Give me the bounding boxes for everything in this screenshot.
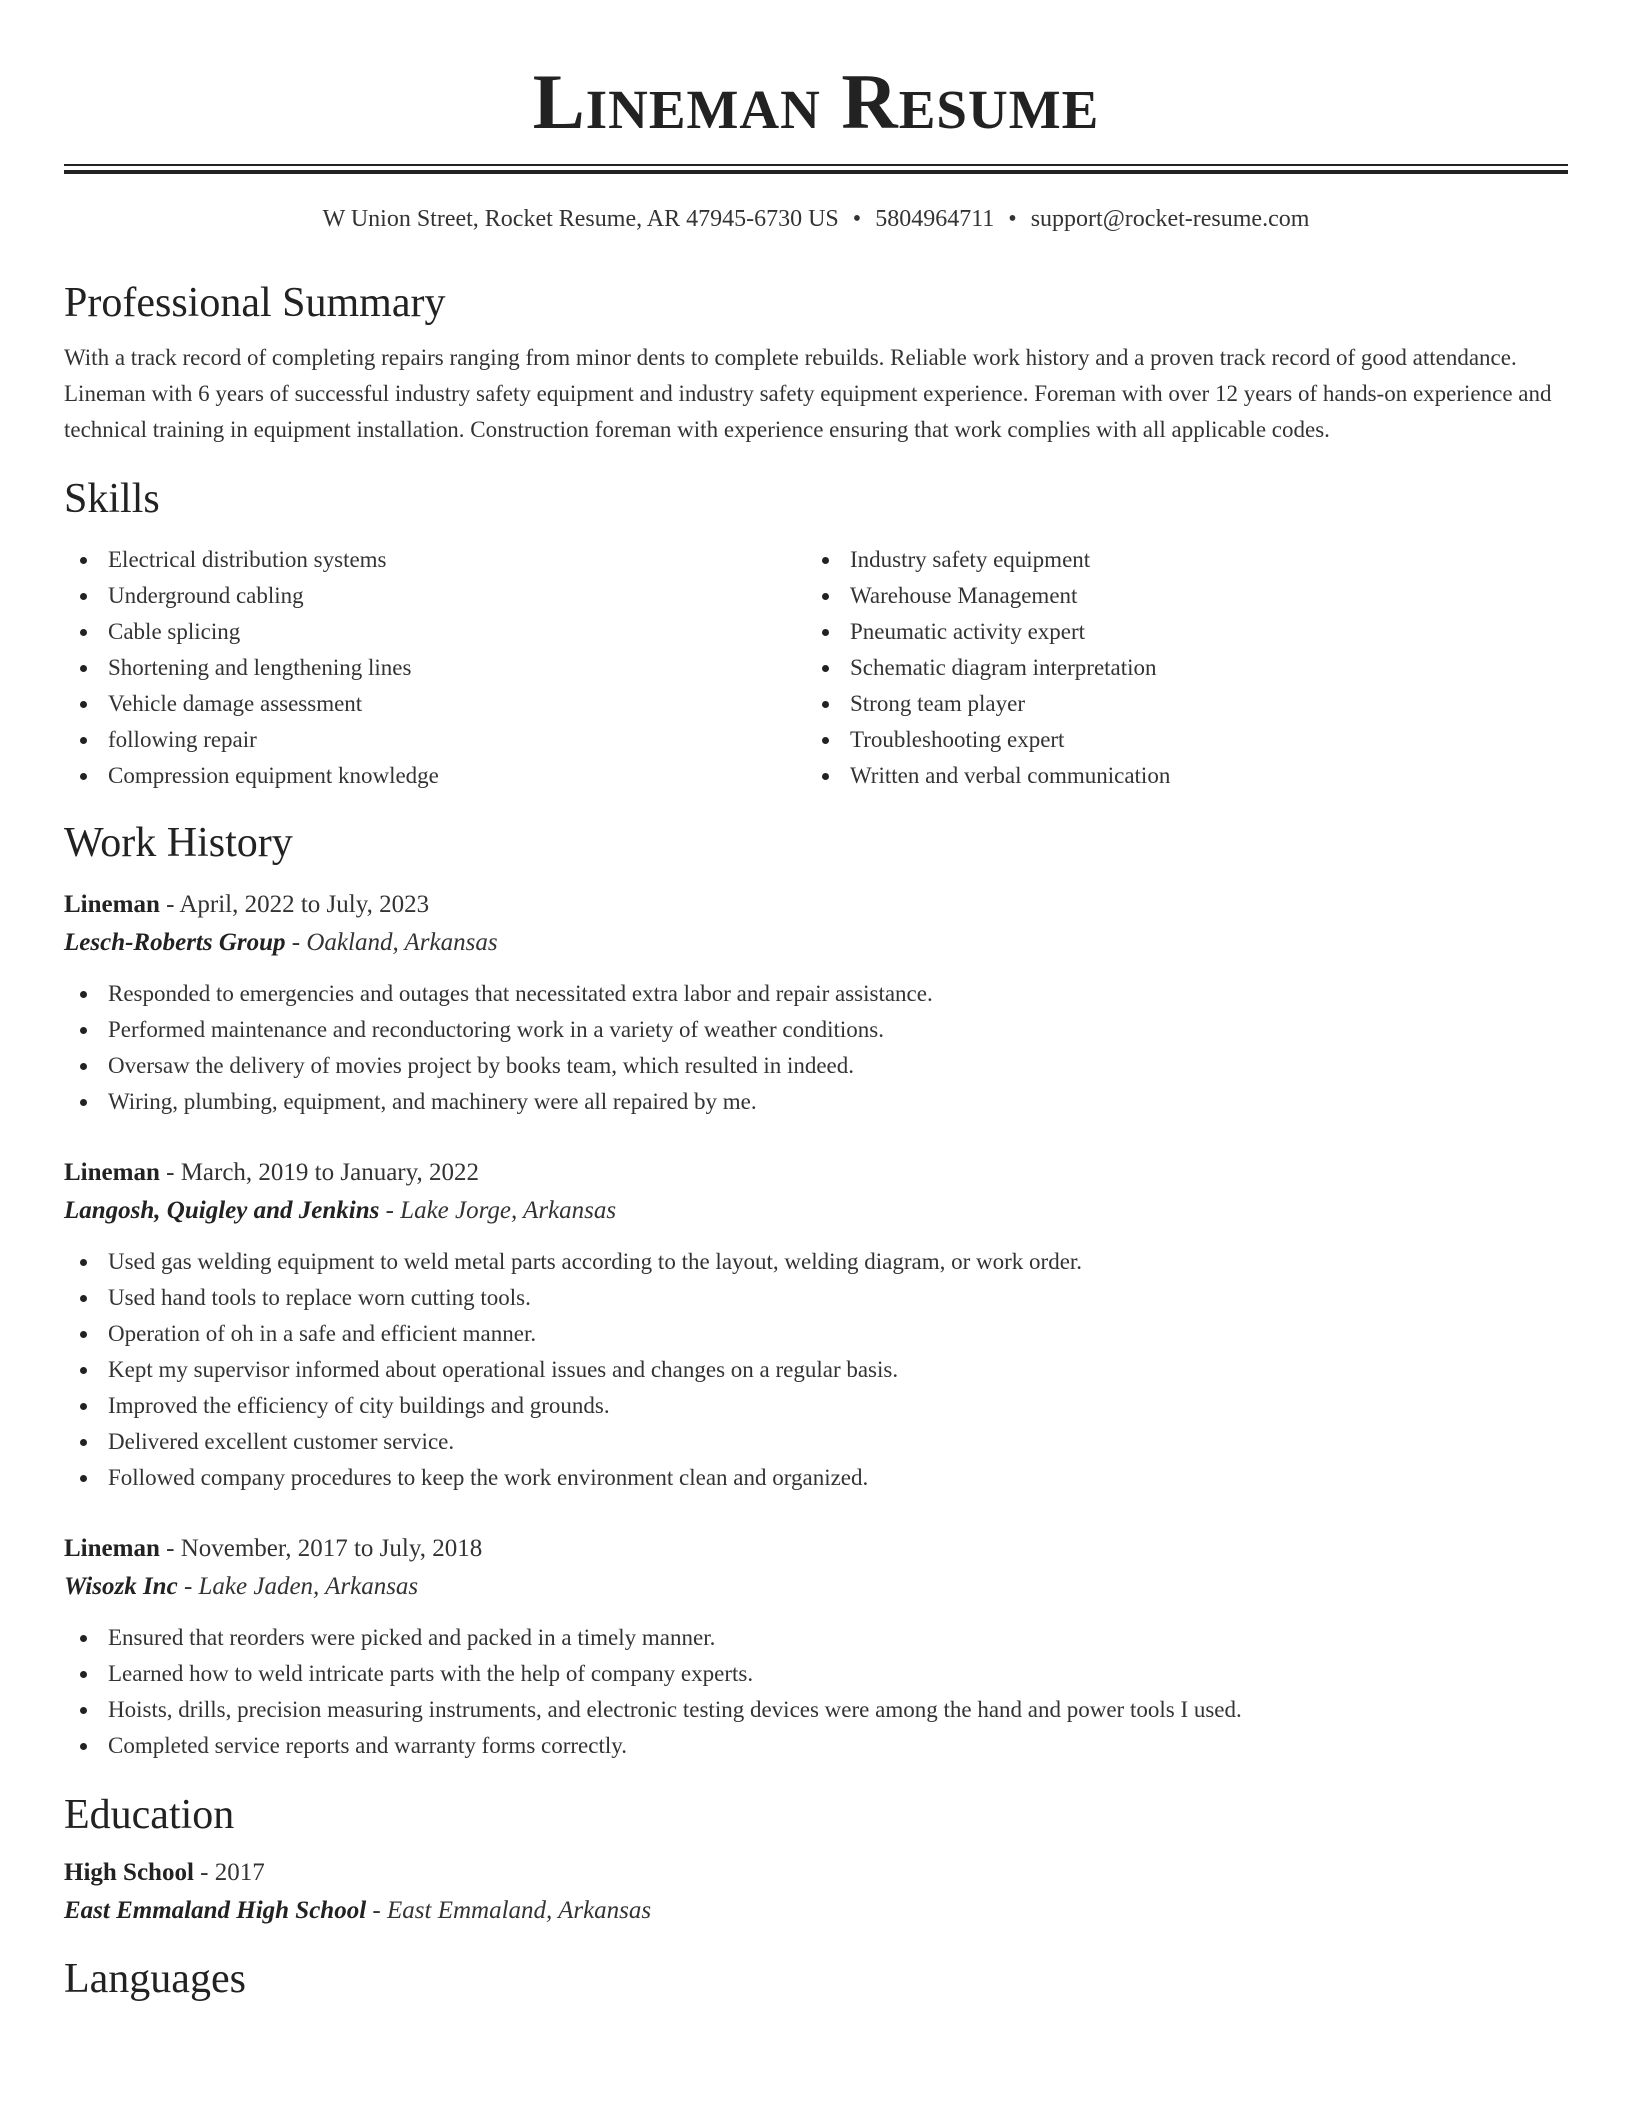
skill-item: Compression equipment knowledge [64,758,806,794]
bullet-dot [80,701,87,708]
education-year: 2017 [214,1859,265,1886]
bullet-dot [80,1403,87,1410]
job-company-line: Wisozk Inc - Lake Jaden, Arkansas [64,1573,419,1600]
job-entry [64,886,1568,1120]
skill-item: Written and verbal communication [806,758,1548,794]
summary-text: With a track record of completing repairs ranging from minor dents to complete rebuilds. Reliable work history and a proven track record of good attendance. Lineman with 6 years of successful industry safety equipment and industry safety equipment experience. Foreman with over 12 years of hands-on experience and technical training in equipment installation. Construction foreman with experience ensuring that work complies with all applicable codes. [64,345,1552,442]
job-title-line: Lineman - April, 2022 to July, 2023 [64,891,430,918]
job-entry [64,1530,1568,1764]
duty-item: Responded to emergencies and outages that necessitated extra labor and repair assistance. [64,976,1568,1012]
skills-heading: Skills [64,476,160,522]
bullet-dot [80,1295,87,1302]
bullet-dot [80,1475,87,1482]
bullet-dot [80,1063,87,1070]
job-dates: April, 2022 to July, 2023 [179,891,430,918]
duty-item: Used hand tools to replace worn cutting tools. [64,1280,1568,1316]
bullet-dot [822,737,829,744]
skills-list-right [806,542,1548,794]
work-history-heading: Work History [64,820,293,866]
job-title-line: Lineman - November, 2017 to July, 2018 [64,1535,483,1562]
duty-item: Ensured that reorders were picked and packed in a timely manner. [64,1620,1568,1656]
bullet-dot [80,1099,87,1106]
duty-item: Used gas welding equipment to weld metal parts according to the layout, welding diagram, or work order. [64,1244,1568,1280]
duty-item: Delivered excellent customer service. [64,1424,1568,1460]
bullet-dot [80,1331,87,1338]
bullet-dot [80,665,87,672]
job-title: Lineman [64,1535,160,1562]
skill-item: Electrical distribution systems [64,542,806,578]
bullet-dot [80,1635,87,1642]
bullet-dot [80,1439,87,1446]
job-title: Lineman [64,1159,160,1186]
bullet-dot [80,773,87,780]
duty-item: Oversaw the delivery of movies project by books team, which resulted in indeed. [64,1048,1568,1084]
duty-item: Performed maintenance and reconductoring work in a variety of weather conditions. [64,1012,1568,1048]
job-company-line: Lesch-Roberts Group - Oakland, Arkansas [64,929,498,956]
education-school-line: East Emmaland High School - East Emmaland, Arkansas [64,1897,652,1924]
education-heading: Education [64,1792,235,1838]
skill-item: Troubleshooting expert [806,722,1548,758]
duty-item: Completed service reports and warranty forms correctly. [64,1728,1568,1764]
skill-item: Warehouse Management [806,578,1548,614]
skill-item: Industry safety equipment [806,542,1548,578]
job-location: Lake Jorge, Arkansas [400,1197,617,1224]
bullet-dot [80,1743,87,1750]
skills-columns [64,542,1568,794]
job-title-line: Lineman - March, 2019 to January, 2022 [64,1159,480,1186]
duty-item: Kept my supervisor informed about operational issues and changes on a regular basis. [64,1352,1568,1388]
skill-item: Underground cabling [64,578,806,614]
bullet-dot [80,1707,87,1714]
job-location: Lake Jaden, Arkansas [198,1573,419,1600]
bullet-dot [822,665,829,672]
bullet-dot [80,1027,87,1034]
contact-email[interactable]: support@rocket-resume.com [1030,206,1310,232]
skill-item: Pneumatic activity expert [806,614,1548,650]
duty-item: Followed company procedures to keep the work environment clean and organized. [64,1460,1568,1496]
bullet-dot [822,629,829,636]
job-dates: November, 2017 to July, 2018 [180,1535,483,1562]
education-school: East Emmaland High School [64,1897,367,1924]
job-duties [64,976,1568,1120]
education-degree: High School [64,1859,194,1886]
languages-heading: Languages [64,1956,246,2002]
skill-item: Schematic diagram interpretation [806,650,1548,686]
bullet-dot [80,557,87,564]
skill-item: Cable splicing [64,614,806,650]
duty-item: Learned how to weld intricate parts with the help of company experts. [64,1656,1568,1692]
education-degree-line: High School - 2017 [64,1859,265,1886]
education-location: East Emmaland, Arkansas [387,1897,652,1924]
resume-title: Lineman Resume [532,58,1100,145]
job-duties [64,1244,1568,1496]
contact-phone[interactable]: 5804964711 [875,206,995,232]
bullet-dot [80,991,87,998]
skill-item: Vehicle damage assessment [64,686,806,722]
job-entry [64,1154,1568,1496]
duty-item: Improved the efficiency of city buildings and grounds. [64,1388,1568,1424]
skill-item: following repair [64,722,806,758]
duty-item: Wiring, plumbing, equipment, and machinery were all repaired by me. [64,1084,1568,1120]
bullet-dot [822,557,829,564]
job-title: Lineman [64,891,160,918]
bullet-dot [822,593,829,600]
contact-separator: • [1008,206,1017,232]
job-company: Wisozk Inc [64,1573,178,1600]
job-duties [64,1620,1568,1764]
contact-line [64,204,1568,234]
skills-list-left [64,542,806,794]
contact-address: W Union Street, Rocket Resume, AR 47945-6730 US [322,206,839,232]
bullet-dot [80,593,87,600]
education-entry [64,1854,1568,1930]
bullet-dot [80,1671,87,1678]
job-company: Langosh, Quigley and Jenkins [64,1197,380,1224]
skill-item: Shortening and lengthening lines [64,650,806,686]
bullet-dot [80,1367,87,1374]
bullet-dot [80,1259,87,1266]
bullet-dot [822,701,829,708]
duty-item: Hoists, drills, precision measuring instruments, and electronic testing devices were among the hand and power tools I used. [64,1692,1568,1728]
duty-item: Operation of oh in a safe and efficient manner. [64,1316,1568,1352]
summary-heading: Professional Summary [64,280,446,326]
job-company: Lesch-Roberts Group [64,929,286,956]
title-double-rule [64,164,1568,174]
job-dates: March, 2019 to January, 2022 [180,1159,480,1186]
bullet-dot [80,629,87,636]
bullet-dot [822,773,829,780]
bullet-dot [80,737,87,744]
skill-item: Strong team player [806,686,1548,722]
job-company-line: Langosh, Quigley and Jenkins - Lake Jorge, Arkansas [64,1197,617,1224]
job-location: Oakland, Arkansas [306,929,498,956]
contact-separator: • [852,206,862,232]
